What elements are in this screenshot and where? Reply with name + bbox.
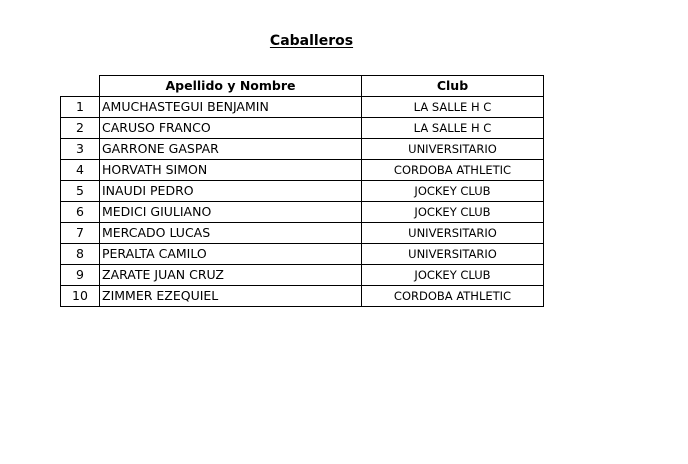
player-name: MERCADO LUCAS: [100, 223, 362, 244]
table-row: [61, 118, 544, 139]
table-row: [61, 160, 544, 181]
table-row: [61, 181, 544, 202]
table-row: [61, 244, 544, 265]
table-row: [61, 202, 544, 223]
row-number: 9: [61, 265, 100, 286]
player-name: GARRONE GASPAR: [100, 139, 362, 160]
row-number: 7: [61, 223, 100, 244]
player-name: MEDICI GIULIANO: [100, 202, 362, 223]
table-row: [61, 265, 544, 286]
player-club: LA SALLE H C: [362, 118, 544, 139]
row-number: 5: [61, 181, 100, 202]
player-club: JOCKEY CLUB: [362, 181, 544, 202]
table-row: [61, 223, 544, 244]
player-club: UNIVERSITARIO: [362, 244, 544, 265]
header-club: Club: [362, 76, 544, 97]
player-club: LA SALLE H C: [362, 97, 544, 118]
player-club: CORDOBA ATHLETIC: [362, 160, 544, 181]
row-number: 4: [61, 160, 100, 181]
header-number-blank: [61, 76, 100, 97]
table-row: [61, 97, 544, 118]
player-club: JOCKEY CLUB: [362, 265, 544, 286]
row-number: 8: [61, 244, 100, 265]
page-title: Caballeros: [269, 33, 354, 49]
players-table: [60, 75, 544, 307]
player-club: UNIVERSITARIO: [362, 223, 544, 244]
table-row: [61, 139, 544, 160]
player-club: UNIVERSITARIO: [362, 139, 544, 160]
player-club: CORDOBA ATHLETIC: [362, 286, 544, 307]
row-number: 1: [61, 97, 100, 118]
row-number: 10: [61, 286, 100, 307]
player-name: ZIMMER EZEQUIEL: [100, 286, 362, 307]
row-number: 3: [61, 139, 100, 160]
player-name: INAUDI PEDRO: [100, 181, 362, 202]
player-name: ZARATE JUAN CRUZ: [100, 265, 362, 286]
table-row: [61, 286, 544, 307]
player-name: AMUCHASTEGUI BENJAMIN: [100, 97, 362, 118]
row-number: 2: [61, 118, 100, 139]
row-number: 6: [61, 202, 100, 223]
player-club: JOCKEY CLUB: [362, 202, 544, 223]
player-name: CARUSO FRANCO: [100, 118, 362, 139]
table-header-row: [61, 76, 544, 97]
player-name: PERALTA CAMILO: [100, 244, 362, 265]
header-name: Apellido y Nombre: [100, 76, 362, 97]
player-name: HORVATH SIMON: [100, 160, 362, 181]
